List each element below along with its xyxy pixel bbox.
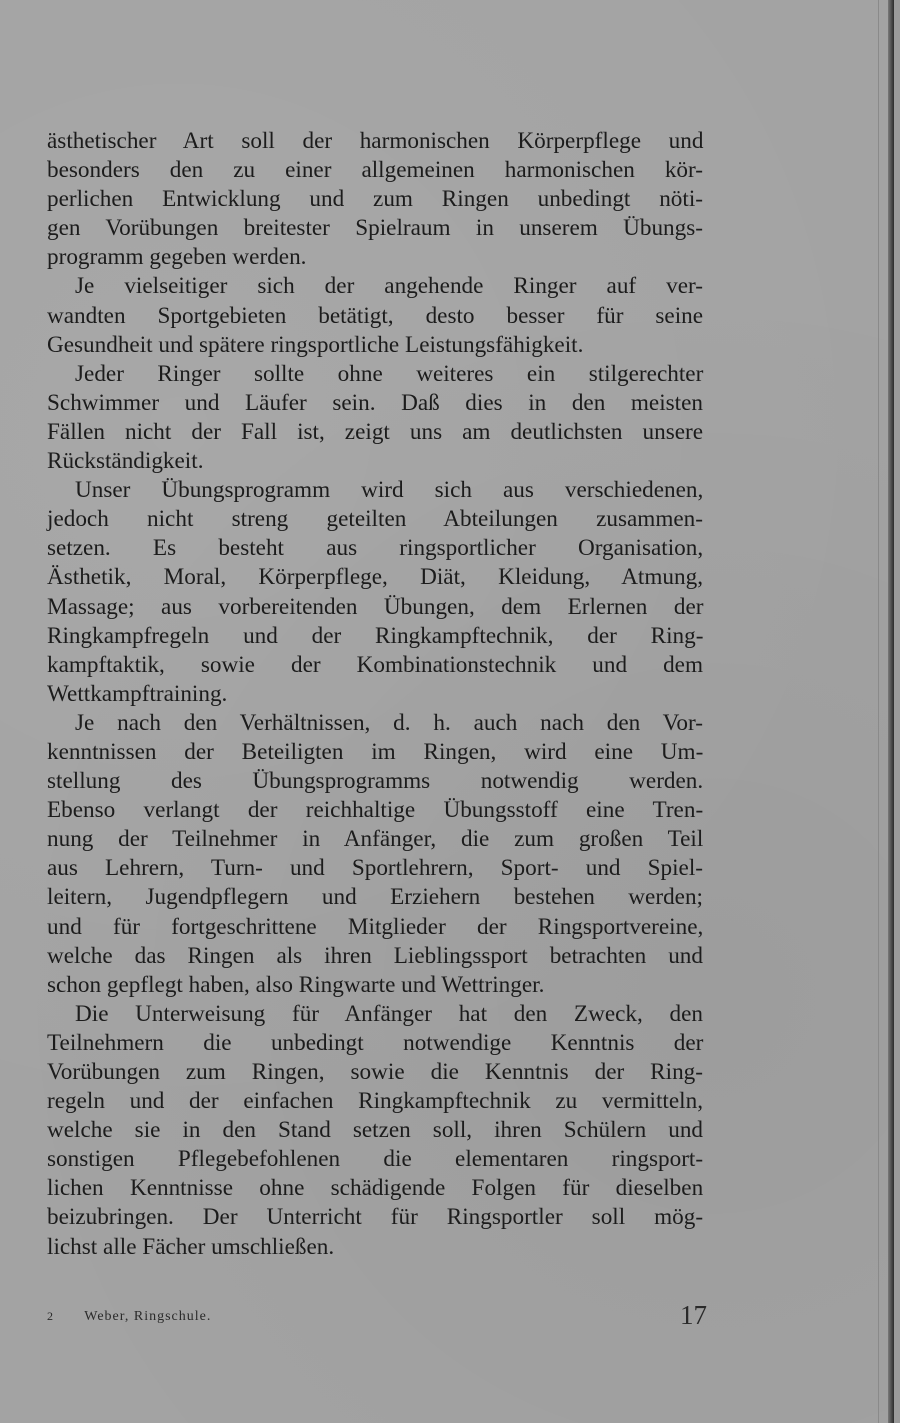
text-line: wandten Sportgebieten betätigt, desto besser für seine	[47, 302, 704, 329]
text-line: lichen Kenntnisse ohne schädigende Folgen für dieselben	[47, 1175, 704, 1202]
text-line: Ebenso verlangt der reichhaltige Übungsstoff eine Tren-	[47, 797, 704, 824]
text-line: besonders den zu einer allgemeinen harmonischen kör-	[47, 157, 703, 184]
paragraph	[47, 127, 703, 272]
text-line: welche sie in den Stand setzen soll, ihren Schülern und	[47, 1117, 704, 1144]
text-line: jedoch nicht streng geteilten Abteilungen zusammen-	[47, 506, 703, 533]
text-line: programm gegeben werden.	[47, 244, 307, 271]
text-line: nung der Teilnehmer in Anfänger, die zum großen Teil	[47, 826, 704, 853]
text-line: Schwimmer und Läufer sein. Daß dies in den meisten	[47, 389, 703, 416]
text-line: ästhetischer Art soll der harmonischen Körperpflege und	[47, 128, 704, 154]
text-line: regeln und der einfachen Ringkampftechnik zu vermitteln,	[47, 1088, 703, 1115]
text-line: Ästhetik, Moral, Körperpflege, Diät, Kleidung, Atmung,	[47, 564, 703, 591]
text-line: Massage; aus vorbereitenden Übungen, dem Erlernen der	[47, 593, 704, 620]
text-line: Fällen nicht der Fall ist, zeigt uns am deutlichsten unsere	[47, 418, 704, 445]
text-line: sonstigen Pflegebefohlenen die elementaren ringsport-	[47, 1146, 704, 1173]
text-line: Gesundheit und spätere ringsportliche Leistungsfähigkeit.	[47, 331, 584, 358]
text-line: Die Unterweisung für Anfänger hat den Zweck, den	[75, 1000, 703, 1027]
paragraph	[47, 476, 703, 709]
text-line: Je nach den Verhältnissen, d. h. auch nach den Vor-	[75, 709, 703, 736]
text-line: aus Lehrern, Turn- und Sportlehrern, Sport- und Spiel-	[47, 855, 703, 882]
text-line: lichst alle Fächer umschließen.	[47, 1233, 335, 1260]
text-line: perlichen Entwicklung und zum Ringen unbedingt nöti-	[47, 186, 703, 213]
printer-signature	[47, 1309, 211, 1325]
text-line: beizubringen. Der Unterricht für Ringsportler soll mög-	[47, 1204, 704, 1231]
text-line: gen Vorübungen breitester Spielraum in unserem Übungs-	[47, 215, 703, 242]
paragraph	[47, 272, 703, 359]
page-number: 17	[680, 1300, 707, 1330]
text-line: welche das Ringen als ihren Lieblingssport betrachten und	[47, 942, 703, 969]
text-line: Unser Übungsprogramm wird sich aus verschiedenen,	[75, 477, 704, 504]
text-line: Rückständigkeit.	[47, 448, 204, 475]
text-line: setzen. Es besteht aus ringsportlicher Organisation,	[47, 535, 704, 562]
page-footer	[47, 1300, 707, 1334]
text-line: kampftaktik, sowie der Kombinationstechnik und dem	[47, 651, 703, 678]
text-line: leitern, Jugendpflegern und Erziehern bestehen werden;	[47, 884, 703, 911]
text-line: und für fortgeschrittene Mitglieder der Ringsportvereine,	[47, 913, 704, 940]
text-line: Teilnehmern die unbedingt notwendige Kenntnis der	[47, 1029, 704, 1056]
text-line: Ringkampfregeln und der Ringkampftechnik, der Ring-	[47, 622, 704, 649]
body-text	[47, 127, 703, 1262]
signature-number: 2	[47, 1309, 54, 1323]
page-edge-line	[878, 0, 879, 1423]
page-edge-shadow	[888, 0, 894, 1423]
signature-text: Weber, Ringschule.	[84, 1309, 212, 1324]
text-line: kenntnissen der Beteiligten im Ringen, wird eine Um-	[47, 738, 704, 765]
text-line: stellung des Übungsprogramms notwendig werden.	[47, 768, 704, 795]
text-line: Vorübungen zum Ringen, sowie die Kenntnis der Ring-	[47, 1059, 703, 1085]
text-line: Je vielseitiger sich der angehende Ringer auf ver-	[75, 273, 703, 300]
paragraph	[47, 1000, 703, 1262]
paragraph	[47, 709, 703, 1000]
text-line: Wettkampftraining.	[47, 680, 228, 707]
text-line: schon gepflegt haben, also Ringwarte und Wettringer.	[47, 971, 545, 998]
paragraph	[47, 360, 703, 476]
text-line: Jeder Ringer sollte ohne weiteres ein stilgerechter	[75, 360, 704, 387]
